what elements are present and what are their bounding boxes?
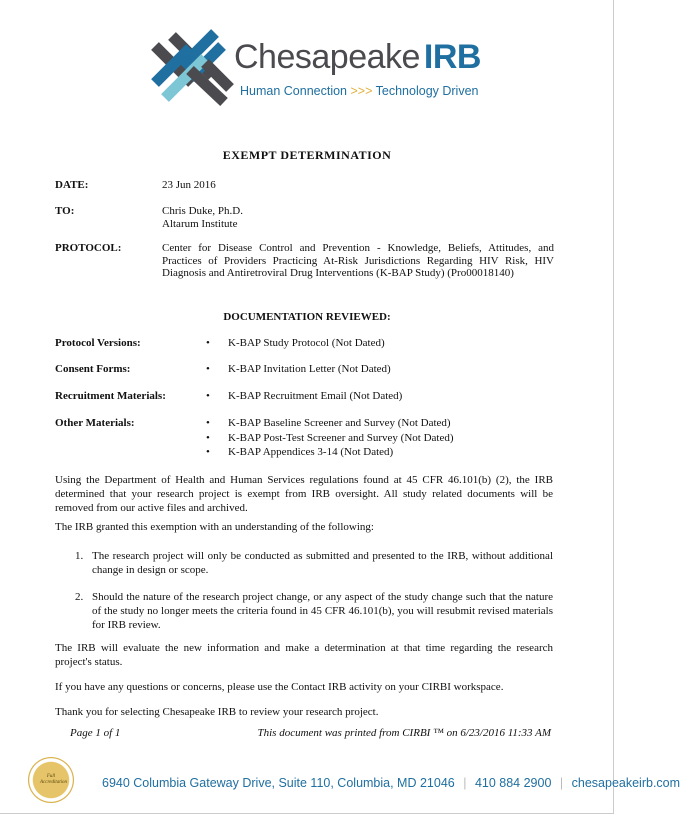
paragraph-regulations: Using the Department of Health and Human Services regulations found at 45 CFR 46.101(b) (2), the IRB determined that your research project is exempt from IRB oversight. All study related documents will be removed from our active files and archived. <box>55 474 553 514</box>
recruitment-label: Recruitment Materials: <box>55 390 166 402</box>
protocol-versions-label: Protocol Versions: <box>55 337 141 349</box>
list-item: • K-BAP Baseline Screener and Survey (Not Dated) <box>206 416 454 431</box>
documentation-reviewed-heading: DOCUMENTATION REVIEWED: <box>223 311 391 323</box>
date-label: DATE: <box>55 179 89 191</box>
paragraph-understanding: The IRB granted this exemption with an understanding of the following: <box>55 521 374 533</box>
list-item: • K-BAP Post-Test Screener and Survey (Not Dated) <box>206 431 454 446</box>
paragraph-thanks: Thank you for selecting Chesapeake IRB to review your research project. <box>55 706 379 718</box>
paragraph-evaluate: The IRB will evaluate the new information and make a determination at that time regarding the research project's status. <box>55 642 553 668</box>
item-text: Should the nature of the research project change, or any aspect of the study change such that the nature of the study no longer meets the criteria found in 45 CFR 46.101(b), you will resubmit revised materials for IRB review. <box>92 591 553 631</box>
page-title: EXEMPT DETERMINATION <box>222 148 392 162</box>
protocol-label: PROTOCOL: <box>55 242 122 254</box>
page-number: Page 1 of 1 <box>70 727 121 739</box>
paragraph-questions: If you have any questions or concerns, please use the Contact IRB activity on your CIRBI workspace. <box>55 681 504 693</box>
logo-name-bold: IRB <box>423 38 481 76</box>
to-org: Altarum Institute <box>162 217 238 230</box>
logo-mark-icon <box>150 28 232 103</box>
other-materials-label: Other Materials: <box>55 417 135 429</box>
item-number: 2. <box>75 591 84 603</box>
date-value: 23 Jun 2016 <box>162 179 216 191</box>
protocol-value: Center for Disease Control and Prevention - Knowledge, Beliefs, Attitudes, and Practices of Providers Practicing At-Risk Jurisdictions Regarding HIV Risk, HIV Diagnosis and Antiretroviral Drug Interventions (K-BAP Study) (Pro00018140) <box>162 242 554 279</box>
list-item: • K-BAP Study Protocol (Not Dated) <box>206 336 385 351</box>
consent-forms-label: Consent Forms: <box>55 363 131 375</box>
website-link[interactable]: chesapeakeirb.com <box>571 776 680 790</box>
accreditation-seal <box>28 757 74 803</box>
tagline-b: Technology Driven <box>375 84 479 98</box>
to-name: Chris Duke, Ph.D. <box>162 205 243 217</box>
address: 6940 Columbia Gateway Drive, Suite 110, Columbia, MD 21046 <box>102 776 455 790</box>
logo-name: Chesapeake <box>234 38 420 76</box>
numbered-item <box>75 590 553 632</box>
logo <box>150 28 480 103</box>
list-item: • K-BAP Invitation Letter (Not Dated) <box>206 362 391 377</box>
list-item: • K-BAP Recruitment Email (Not Dated) <box>206 389 402 404</box>
list-item: • K-BAP Appendices 3-14 (Not Dated) <box>206 445 454 460</box>
numbered-item <box>75 549 553 577</box>
item-number: 1. <box>75 550 84 562</box>
document-page: Chesapeake IRB Human Connection >>> Technology Driven EXEMPT DETERMINATION DATE: 23 Jun 2016 TO: Chris Duke, Ph.D. Altarum Institute PROTOCOL: Center for Disease Control and Prevention - Knowledge, Beliefs, Attitudes, and Practices of Providers Practicing At-Risk Jurisdictions Regarding HIV Risk, HIV Diagnosis and Antiretroviral Drug Interventions (K-BAP Study) (Pro00018140) DOCUMENTATION REVIEWED: Protocol Versions: • K-BAP Study Protocol (Not Dated) Consent Forms: • K-BAP Invitation Letter (Not Dated) Recruitment Materials: • K-BAP Recruitment Email (Not Dated) Other Materials: • K-BAP Baseline Screener and Survey (Not Dated) • K-BAP Post-Test Screener and Survey (Not Dated) • K-BAP Appendices 3-14 (Not Dated) Using the Department of Health and Human Services regulations found at 45 CFR 46.101(b) (2), the IRB determined that your research project is exempt from IRB oversight. All study related documents will be removed from our active files and archived. The IRB granted this exemption with an understanding of the following: 1. The research project will only be conducted as submitted and presented to the IRB, without additional change in design or scope. 2. Should the nature of the research project change, or any aspect of the study change such that the nature of the study no longer meets the criteria found in 45 CFR 46.101(b), you will resubmit revised materials for IRB review. The IRB will evaluate the new information and make a determination at that time regarding the research project's status. If you have any questions or concerns, please use the Contact IRB activity on your CIRBI workspace. Thank you for selecting Chesapeake IRB to review your research project. Page 1 of 1 This document was printed from CIRBI ™ on 6/23/2016 11:33 AM Full Accreditation 6940 Columbia Gateway Drive, Suite 110, Columbia, MD 21046 | 410 884 2900 | chesapeakeirb.com <box>0 0 614 814</box>
phone: 410 884 2900 <box>474 776 552 790</box>
to-label: TO: <box>55 205 75 217</box>
tagline-sep: >>> <box>350 84 373 98</box>
tagline-a: Human Connection <box>240 84 348 98</box>
item-text: The research project will only be conducted as submitted and presented to the IRB, without additional change in design or scope. <box>92 550 553 576</box>
seal-text: Full Accreditation <box>40 774 68 785</box>
printed-note: This document was printed from CIRBI ™ on 6/23/2016 11:33 AM <box>257 727 551 739</box>
